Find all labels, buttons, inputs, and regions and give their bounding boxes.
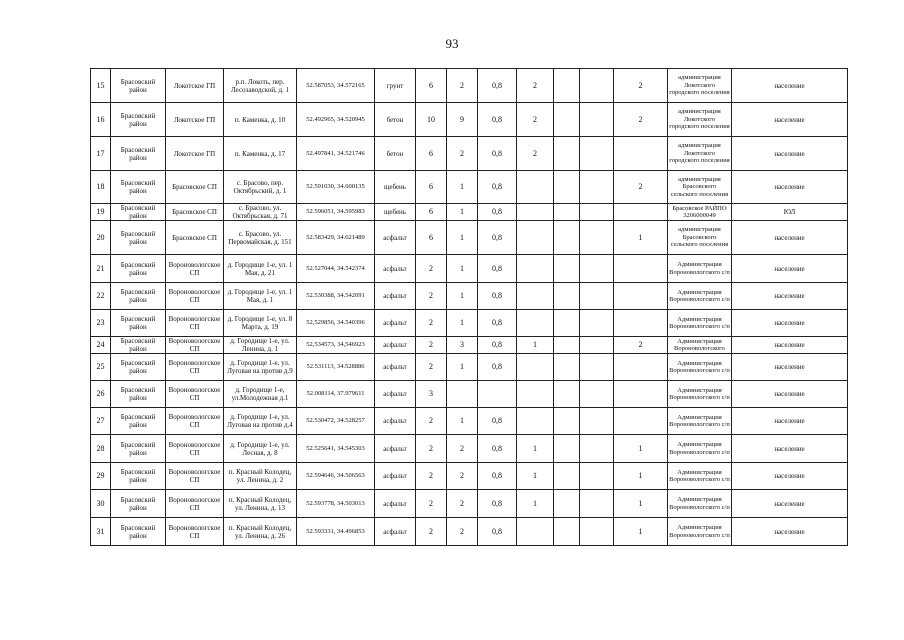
surface-cell: асфальт bbox=[375, 463, 416, 490]
row-number: 23 bbox=[91, 310, 111, 337]
users-cell: население bbox=[732, 137, 848, 171]
address-cell: с. Брасово, ул. Первомайская, д. 151 bbox=[224, 221, 297, 255]
coordinates-cell: 52.593778, 34.503013 bbox=[297, 490, 375, 518]
district-cell: Брасовский район bbox=[111, 408, 166, 435]
owner-cell: администрация Локотского городского поселения bbox=[668, 137, 732, 171]
table-row bbox=[91, 381, 848, 408]
area-cell: 10 bbox=[416, 103, 447, 137]
address-cell: д. Городище 1-е, ул. Ленина, д. 1 bbox=[224, 337, 297, 354]
district-cell: Брасовский район bbox=[111, 137, 166, 171]
empty-cell bbox=[554, 255, 580, 283]
table-row bbox=[91, 354, 848, 381]
coordinates-cell: 52.587053, 34.572165 bbox=[297, 69, 375, 103]
row-number: 30 bbox=[91, 490, 111, 518]
volume-cell: 0,8 bbox=[478, 103, 517, 137]
empty-cell bbox=[554, 381, 580, 408]
empty-cell bbox=[554, 310, 580, 337]
address-cell: д. Городище 1-е, ул. 1 Мая, д. 21 bbox=[224, 255, 297, 283]
settlement-cell: Вороновологское СП bbox=[166, 310, 224, 337]
users-cell: население bbox=[732, 463, 848, 490]
count-cell bbox=[614, 381, 668, 408]
coordinates-cell: 52.531113, 34.528886 bbox=[297, 354, 375, 381]
empty-cell bbox=[554, 435, 580, 463]
area-cell: 2 bbox=[416, 255, 447, 283]
settlement-cell: Вороновологское СП bbox=[166, 381, 224, 408]
address-cell: р.п. Локоть, пер. Лесозаводской, д. 1 bbox=[224, 69, 297, 103]
volume-cell: 0,8 bbox=[478, 171, 517, 204]
page-number: 93 bbox=[445, 36, 459, 51]
volume-cell: 0,8 bbox=[478, 518, 517, 546]
volume-cell: 0,8 bbox=[478, 255, 517, 283]
count-cell: 2 bbox=[614, 103, 668, 137]
coordinates-cell: 52,534573, 34,546923 bbox=[297, 337, 375, 354]
empty-cell bbox=[554, 463, 580, 490]
empty-cell bbox=[554, 69, 580, 103]
count-cell: 1 bbox=[517, 490, 554, 518]
district-cell: Брасовский район bbox=[111, 490, 166, 518]
owner-cell: администрация Брасовского сельского поселения bbox=[668, 171, 732, 204]
settlement-cell: Вороновологское СП bbox=[166, 408, 224, 435]
count-cell bbox=[517, 255, 554, 283]
volume-cell: 0,8 bbox=[478, 337, 517, 354]
volume-cell: 0,8 bbox=[478, 435, 517, 463]
address-cell: п. Красный Колодец, ул. Ленина, д. 2 bbox=[224, 463, 297, 490]
users-cell: население bbox=[732, 408, 848, 435]
settlement-cell: Вороновологское СП bbox=[166, 490, 224, 518]
address-cell: д. Городище 1-е, ул. Луговая на против д.9 bbox=[224, 354, 297, 381]
surface-cell: щебень bbox=[375, 204, 416, 221]
owner-cell: Администрация Вороновологского с/п bbox=[668, 283, 732, 310]
users-cell: население bbox=[732, 337, 848, 354]
area-cell: 6 bbox=[416, 137, 447, 171]
count-cell: 1 bbox=[517, 463, 554, 490]
district-cell: Брасовский район bbox=[111, 171, 166, 204]
owner-cell: Администрация Вороновологского с/п bbox=[668, 310, 732, 337]
row-number: 18 bbox=[91, 171, 111, 204]
platforms-cell: 3 bbox=[447, 337, 478, 354]
waste-sites-table bbox=[90, 68, 848, 546]
settlement-cell: Вороновологское СП bbox=[166, 283, 224, 310]
table-row bbox=[91, 435, 848, 463]
platforms-cell: 2 bbox=[447, 137, 478, 171]
count-cell bbox=[517, 354, 554, 381]
table-row bbox=[91, 221, 848, 255]
volume-cell: 0,8 bbox=[478, 310, 517, 337]
district-cell: Брасовский район bbox=[111, 255, 166, 283]
settlement-cell: Вороновологское СП bbox=[166, 255, 224, 283]
settlement-cell: Локотское ГП bbox=[166, 69, 224, 103]
coordinates-cell: 52.530388, 34.542091 bbox=[297, 283, 375, 310]
empty-cell bbox=[554, 103, 580, 137]
count-cell bbox=[517, 204, 554, 221]
volume-cell: 0,8 bbox=[478, 463, 517, 490]
count-cell: 1 bbox=[614, 518, 668, 546]
table-body bbox=[91, 69, 848, 546]
volume-cell: 0,8 bbox=[478, 408, 517, 435]
settlement-cell: Брасовское СП bbox=[166, 221, 224, 255]
empty-cell bbox=[580, 137, 614, 171]
table-row bbox=[91, 255, 848, 283]
volume-cell: 0,8 bbox=[478, 221, 517, 255]
settlement-cell: Брасовское СП bbox=[166, 204, 224, 221]
platforms-cell bbox=[447, 381, 478, 408]
count-cell: 2 bbox=[614, 337, 668, 354]
table-row bbox=[91, 103, 848, 137]
count-cell bbox=[614, 408, 668, 435]
empty-cell bbox=[554, 171, 580, 204]
settlement-cell: Брасовское СП bbox=[166, 171, 224, 204]
owner-cell: Администрация Вороновологского с/п bbox=[668, 490, 732, 518]
count-cell: 1 bbox=[517, 435, 554, 463]
surface-cell: бетон bbox=[375, 103, 416, 137]
empty-cell bbox=[554, 221, 580, 255]
users-cell: население bbox=[732, 435, 848, 463]
platforms-cell: 2 bbox=[447, 463, 478, 490]
area-cell: 2 bbox=[416, 283, 447, 310]
row-number: 20 bbox=[91, 221, 111, 255]
address-cell: п. Каменка, д. 17 bbox=[224, 137, 297, 171]
empty-cell bbox=[580, 381, 614, 408]
coordinates-cell: 52.008114, 37.979611 bbox=[297, 381, 375, 408]
empty-cell bbox=[580, 69, 614, 103]
owner-cell: Администрация Вороновологского с/п bbox=[668, 518, 732, 546]
count-cell bbox=[517, 408, 554, 435]
empty-cell bbox=[580, 171, 614, 204]
users-cell: население bbox=[732, 381, 848, 408]
coordinates-cell: 52.596051, 34.595983 bbox=[297, 204, 375, 221]
surface-cell: грунт bbox=[375, 69, 416, 103]
empty-cell bbox=[580, 255, 614, 283]
district-cell: Брасовский район bbox=[111, 283, 166, 310]
district-cell: Брасовский район bbox=[111, 518, 166, 546]
platforms-cell: 1 bbox=[447, 255, 478, 283]
address-cell: с. Брасово, пер. Октябрьский, д. 1 bbox=[224, 171, 297, 204]
table-row bbox=[91, 171, 848, 204]
owner-cell: Администрация Вороновологского с/п bbox=[668, 463, 732, 490]
address-cell: д. Городище 1-е, ул. Лесная, д. 8 bbox=[224, 435, 297, 463]
table-row bbox=[91, 490, 848, 518]
platforms-cell: 1 bbox=[447, 204, 478, 221]
settlement-cell: Вороновологское СП bbox=[166, 337, 224, 354]
district-cell: Брасовский район bbox=[111, 463, 166, 490]
count-cell bbox=[614, 204, 668, 221]
empty-cell bbox=[580, 337, 614, 354]
empty-cell bbox=[580, 103, 614, 137]
surface-cell: асфальт bbox=[375, 310, 416, 337]
count-cell bbox=[614, 283, 668, 310]
count-cell: 2 bbox=[614, 69, 668, 103]
platforms-cell: 1 bbox=[447, 171, 478, 204]
surface-cell: асфальт bbox=[375, 490, 416, 518]
area-cell: 3 bbox=[416, 381, 447, 408]
settlement-cell: Вороновологское СП bbox=[166, 354, 224, 381]
table-row bbox=[91, 518, 848, 546]
empty-cell bbox=[554, 204, 580, 221]
district-cell: Брасовский район bbox=[111, 103, 166, 137]
platforms-cell: 2 bbox=[447, 435, 478, 463]
area-cell: 6 bbox=[416, 221, 447, 255]
users-cell: население bbox=[732, 310, 848, 337]
row-number: 16 bbox=[91, 103, 111, 137]
area-cell: 2 bbox=[416, 337, 447, 354]
count-cell bbox=[517, 381, 554, 408]
address-cell: п. Красный Колодец, ул. Ленина, д. 13 bbox=[224, 490, 297, 518]
platforms-cell: 1 bbox=[447, 408, 478, 435]
count-cell: 1 bbox=[614, 221, 668, 255]
table-row bbox=[91, 337, 848, 354]
owner-cell: Администрация Вороновологского с/п bbox=[668, 435, 732, 463]
owner-cell: Администрация Вороновологского bbox=[668, 337, 732, 354]
row-number: 17 bbox=[91, 137, 111, 171]
count-cell bbox=[517, 283, 554, 310]
coordinates-cell: 52.527044, 34.542374 bbox=[297, 255, 375, 283]
volume-cell: 0,8 bbox=[478, 283, 517, 310]
platforms-cell: 1 bbox=[447, 354, 478, 381]
count-cell bbox=[614, 354, 668, 381]
empty-cell bbox=[554, 283, 580, 310]
surface-cell: бетон bbox=[375, 137, 416, 171]
users-cell: ЮЛ bbox=[732, 204, 848, 221]
area-cell: 2 bbox=[416, 310, 447, 337]
volume-cell: 0,8 bbox=[478, 69, 517, 103]
table-row bbox=[91, 283, 848, 310]
users-cell: население bbox=[732, 171, 848, 204]
count-cell bbox=[517, 518, 554, 546]
coordinates-cell: 52.591030, 34.600135 bbox=[297, 171, 375, 204]
district-cell: Брасовский район bbox=[111, 204, 166, 221]
volume-cell bbox=[478, 381, 517, 408]
surface-cell: асфальт bbox=[375, 408, 416, 435]
address-cell: с. Брасово, ул. Октябрьская, д. 71 bbox=[224, 204, 297, 221]
row-number: 24 bbox=[91, 337, 111, 354]
row-number: 26 bbox=[91, 381, 111, 408]
empty-cell bbox=[554, 137, 580, 171]
area-cell: 6 bbox=[416, 69, 447, 103]
surface-cell: щебень bbox=[375, 171, 416, 204]
coordinates-cell: 52.594646, 34.506563 bbox=[297, 463, 375, 490]
table-row bbox=[91, 69, 848, 103]
address-cell: д. Городище 1-е, ул.Молодежная д.1 bbox=[224, 381, 297, 408]
platforms-cell: 1 bbox=[447, 221, 478, 255]
empty-cell bbox=[554, 490, 580, 518]
platforms-cell: 2 bbox=[447, 69, 478, 103]
address-cell: п. Каменка, д. 10 bbox=[224, 103, 297, 137]
empty-cell bbox=[580, 204, 614, 221]
address-cell: п. Красный Колодец, ул. Ленина, д. 26 bbox=[224, 518, 297, 546]
district-cell: Брасовский район bbox=[111, 221, 166, 255]
empty-cell bbox=[580, 518, 614, 546]
users-cell: население bbox=[732, 69, 848, 103]
platforms-cell: 2 bbox=[447, 490, 478, 518]
area-cell: 2 bbox=[416, 408, 447, 435]
district-cell: Брасовский район bbox=[111, 69, 166, 103]
empty-cell bbox=[580, 354, 614, 381]
empty-cell bbox=[554, 408, 580, 435]
platforms-cell: 1 bbox=[447, 283, 478, 310]
address-cell: д. Городище 1-е, ул. 8 Марта, д. 19 bbox=[224, 310, 297, 337]
row-number: 31 bbox=[91, 518, 111, 546]
platforms-cell: 9 bbox=[447, 103, 478, 137]
count-cell: 1 bbox=[614, 435, 668, 463]
count-cell bbox=[517, 221, 554, 255]
area-cell: 2 bbox=[416, 435, 447, 463]
users-cell: население bbox=[732, 221, 848, 255]
settlement-cell: Вороновологское СП bbox=[166, 463, 224, 490]
owner-cell: администрация Локотского городского поселения bbox=[668, 69, 732, 103]
volume-cell: 0,8 bbox=[478, 204, 517, 221]
area-cell: 6 bbox=[416, 204, 447, 221]
row-number: 22 bbox=[91, 283, 111, 310]
settlement-cell: Вороновологское СП bbox=[166, 518, 224, 546]
row-number: 25 bbox=[91, 354, 111, 381]
count-cell bbox=[614, 137, 668, 171]
owner-cell: Администрация Вороновологского с/п bbox=[668, 408, 732, 435]
settlement-cell: Локотское ГП bbox=[166, 137, 224, 171]
row-number: 19 bbox=[91, 204, 111, 221]
row-number: 27 bbox=[91, 408, 111, 435]
table-row bbox=[91, 204, 848, 221]
count-cell: 2 bbox=[517, 103, 554, 137]
count-cell: 2 bbox=[517, 137, 554, 171]
users-cell: население bbox=[732, 283, 848, 310]
address-cell: д. Городище 1-е, ул. Луговая на против д.4 bbox=[224, 408, 297, 435]
coordinates-cell: 52.492965, 34.520945 bbox=[297, 103, 375, 137]
coordinates-cell: 52.583429, 34.621489 bbox=[297, 221, 375, 255]
empty-cell bbox=[554, 354, 580, 381]
row-number: 29 bbox=[91, 463, 111, 490]
area-cell: 2 bbox=[416, 518, 447, 546]
surface-cell: асфальт bbox=[375, 283, 416, 310]
volume-cell: 0,8 bbox=[478, 354, 517, 381]
area-cell: 2 bbox=[416, 463, 447, 490]
surface-cell: асфальт bbox=[375, 337, 416, 354]
count-cell: 2 bbox=[614, 171, 668, 204]
surface-cell: асфальт bbox=[375, 381, 416, 408]
area-cell: 6 bbox=[416, 171, 447, 204]
district-cell: Брасовский район bbox=[111, 381, 166, 408]
district-cell: Брасовский район bbox=[111, 435, 166, 463]
owner-cell: администрация Брасовского сельского поселения bbox=[668, 221, 732, 255]
users-cell: население bbox=[732, 490, 848, 518]
count-cell: 2 bbox=[517, 69, 554, 103]
row-number: 21 bbox=[91, 255, 111, 283]
surface-cell: асфальт bbox=[375, 255, 416, 283]
empty-cell bbox=[580, 310, 614, 337]
empty-cell bbox=[580, 408, 614, 435]
count-cell: 1 bbox=[614, 490, 668, 518]
owner-cell: Администрация Вороновологского с/п bbox=[668, 354, 732, 381]
settlement-cell: Локотское ГП bbox=[166, 103, 224, 137]
count-cell: 1 bbox=[614, 463, 668, 490]
count-cell bbox=[614, 310, 668, 337]
surface-cell: асфальт bbox=[375, 221, 416, 255]
count-cell bbox=[614, 255, 668, 283]
users-cell: население bbox=[732, 255, 848, 283]
area-cell: 2 bbox=[416, 354, 447, 381]
count-cell: 1 bbox=[517, 337, 554, 354]
address-cell: д. Городище 1-е, ул. 1 Мая, д. 1 bbox=[224, 283, 297, 310]
coordinates-cell: 52.525641, 34.545303 bbox=[297, 435, 375, 463]
empty-cell bbox=[554, 337, 580, 354]
surface-cell: асфальт bbox=[375, 354, 416, 381]
users-cell: население bbox=[732, 354, 848, 381]
area-cell: 2 bbox=[416, 490, 447, 518]
table-row bbox=[91, 137, 848, 171]
table-row bbox=[91, 463, 848, 490]
users-cell: население bbox=[732, 518, 848, 546]
empty-cell bbox=[580, 490, 614, 518]
settlement-cell: Вороновологское СП bbox=[166, 435, 224, 463]
coordinates-cell: 52.593331, 34.496853 bbox=[297, 518, 375, 546]
owner-cell: Администрация Вороновологского с/п bbox=[668, 255, 732, 283]
district-cell: Брасовский район bbox=[111, 337, 166, 354]
empty-cell bbox=[580, 435, 614, 463]
owner-cell: Администрация Вороновологского с/п bbox=[668, 381, 732, 408]
row-number: 28 bbox=[91, 435, 111, 463]
surface-cell: асфальт bbox=[375, 435, 416, 463]
coordinates-cell: 52,529856, 34.540396 bbox=[297, 310, 375, 337]
coordinates-cell: 52.497841, 34.521746 bbox=[297, 137, 375, 171]
volume-cell: 0,8 bbox=[478, 490, 517, 518]
empty-cell bbox=[580, 283, 614, 310]
empty-cell bbox=[554, 518, 580, 546]
row-number: 15 bbox=[91, 69, 111, 103]
empty-cell bbox=[580, 221, 614, 255]
users-cell: население bbox=[732, 103, 848, 137]
empty-cell bbox=[580, 463, 614, 490]
table-row bbox=[91, 408, 848, 435]
surface-cell: асфальт bbox=[375, 518, 416, 546]
coordinates-cell: 52.530472, 34.528257 bbox=[297, 408, 375, 435]
owner-cell: Брасовское РАЙПО 3206000049 bbox=[668, 204, 732, 221]
volume-cell: 0,8 bbox=[478, 137, 517, 171]
table-row bbox=[91, 310, 848, 337]
count-cell bbox=[517, 310, 554, 337]
count-cell bbox=[517, 171, 554, 204]
district-cell: Брасовский район bbox=[111, 354, 166, 381]
platforms-cell: 1 bbox=[447, 310, 478, 337]
district-cell: Брасовский район bbox=[111, 310, 166, 337]
owner-cell: администрация Локотского городского поселения bbox=[668, 103, 732, 137]
platforms-cell: 2 bbox=[447, 518, 478, 546]
